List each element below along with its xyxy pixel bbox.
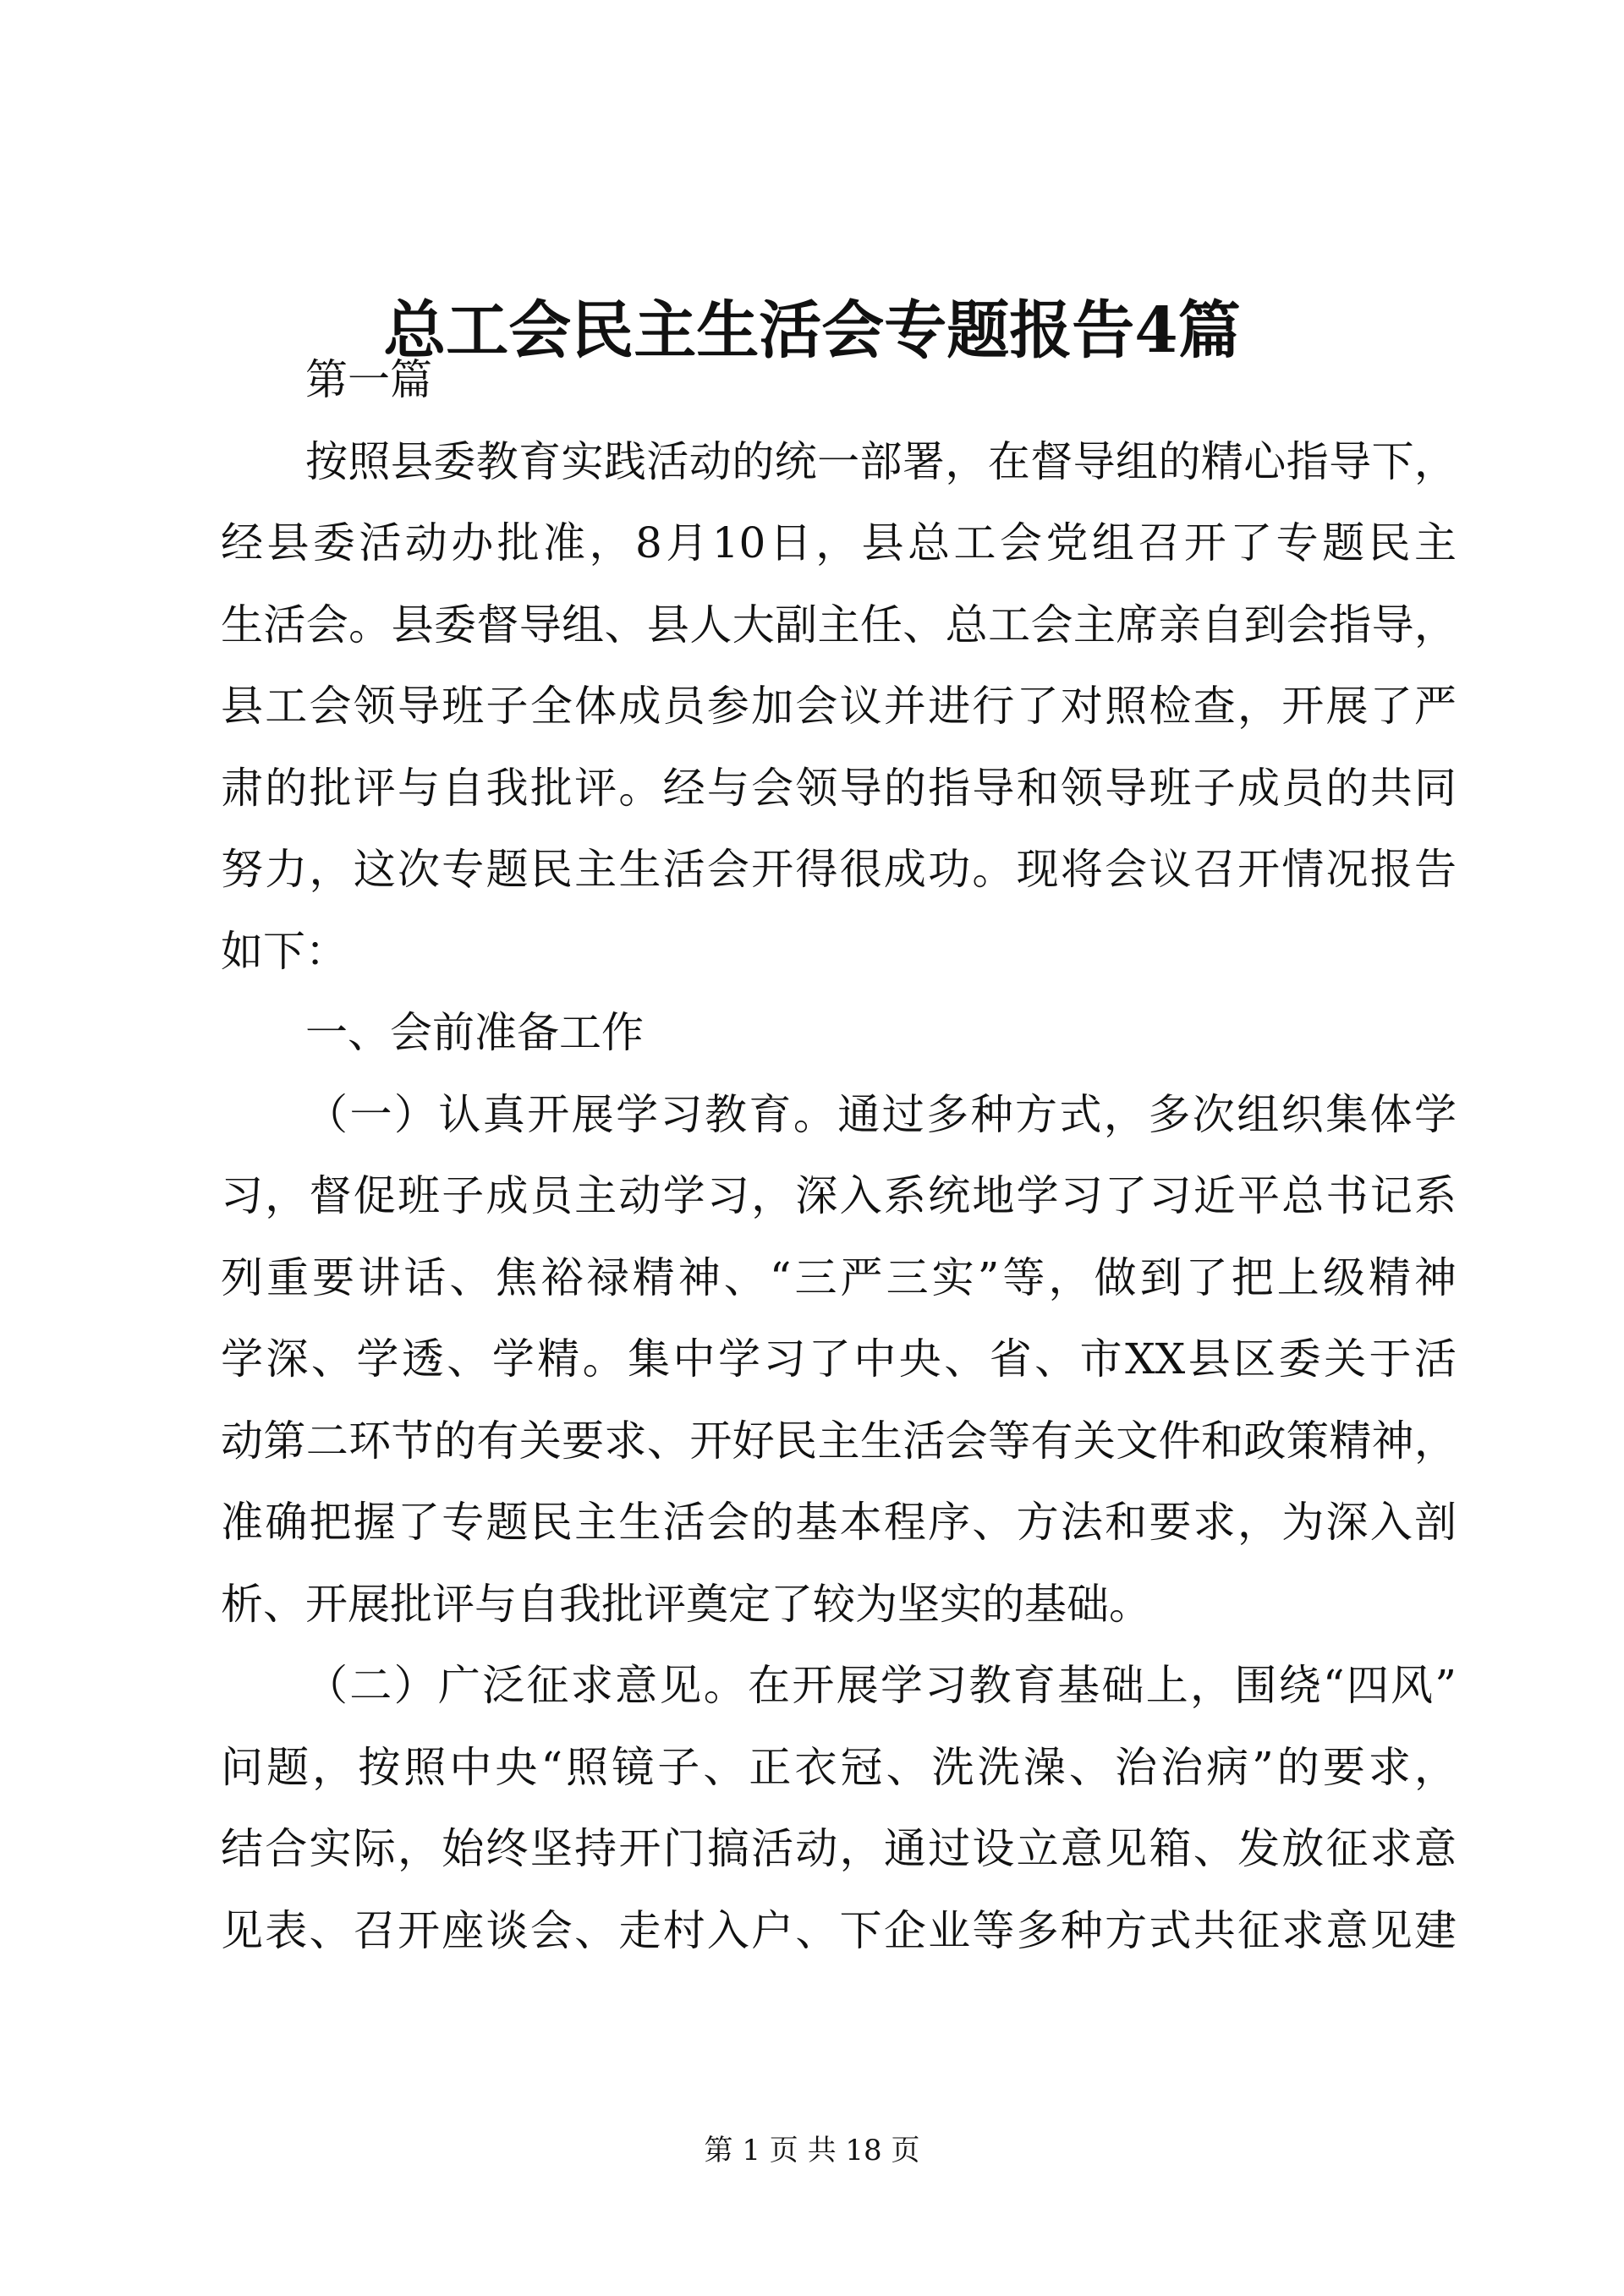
document-body <box>221 339 1457 1971</box>
text-line: 准确把握了专题民主生活会的基本程序、方法和要求，为深入剖 <box>221 1498 1457 1547</box>
text-line: 习，督促班子成员主动学习，深入系统地学习了习近平总书记系 <box>221 1171 1457 1220</box>
page-footer: 第 1 页 共 18 页 <box>704 2134 920 2167</box>
text-line: 第一篇 <box>305 355 432 404</box>
text-line: 一、会前准备工作 <box>305 1008 644 1057</box>
text-line: 见表、召开座谈会、走村入户、下企业等多种方式共征求意见建 <box>221 1905 1457 1955</box>
text-line: 析、开展批评与自我批评奠定了较为坚实的基础。 <box>221 1579 1151 1629</box>
text-line: 列重要讲话、焦裕禄精神、“三严三实”等，做到了把上级精神 <box>221 1252 1457 1302</box>
text-line: 肃的批评与自我批评。经与会领导的指导和领导班子成员的共同 <box>221 763 1457 813</box>
text-line: 问题，按照中央“照镜子、正衣冠、洗洗澡、治治病”的要求， <box>221 1742 1457 1792</box>
text-line: 结合实际，始终坚持开门搞活动，通过设立意见箱、发放征求意 <box>221 1824 1457 1873</box>
document-title: 总工会民主生活会专题报告4篇 <box>383 294 1241 367</box>
text-line: 努力，这次专题民主生活会开得很成功。现将会议召开情况报告 <box>221 845 1457 894</box>
text-line: 如下： <box>221 926 348 976</box>
text-line: 按照县委教育实践活动的统一部署，在督导组的精心指导下， <box>305 436 1457 486</box>
text-line: （一）认真开展学习教育。通过多种方式，多次组织集体学 <box>305 1089 1457 1139</box>
text-line: 生活会。县委督导组、县人大副主任、总工会主席亲自到会指导， <box>221 600 1457 649</box>
text-line: 县工会领导班子全体成员参加会议并进行了对照检查，开展了严 <box>221 682 1457 731</box>
text-line: （二）广泛征求意见。在开展学习教育基础上，围绕“四风” <box>305 1661 1457 1710</box>
text-line: 动第二环节的有关要求、开好民主生活会等有关文件和政策精神， <box>221 1416 1457 1466</box>
text-line: 经县委活动办批准，8月10日，县总工会党组召开了专题民主 <box>221 518 1457 567</box>
text-line: 学深、学透、学精。集中学习了中央、省、市XX县区委关于活 <box>221 1334 1457 1384</box>
